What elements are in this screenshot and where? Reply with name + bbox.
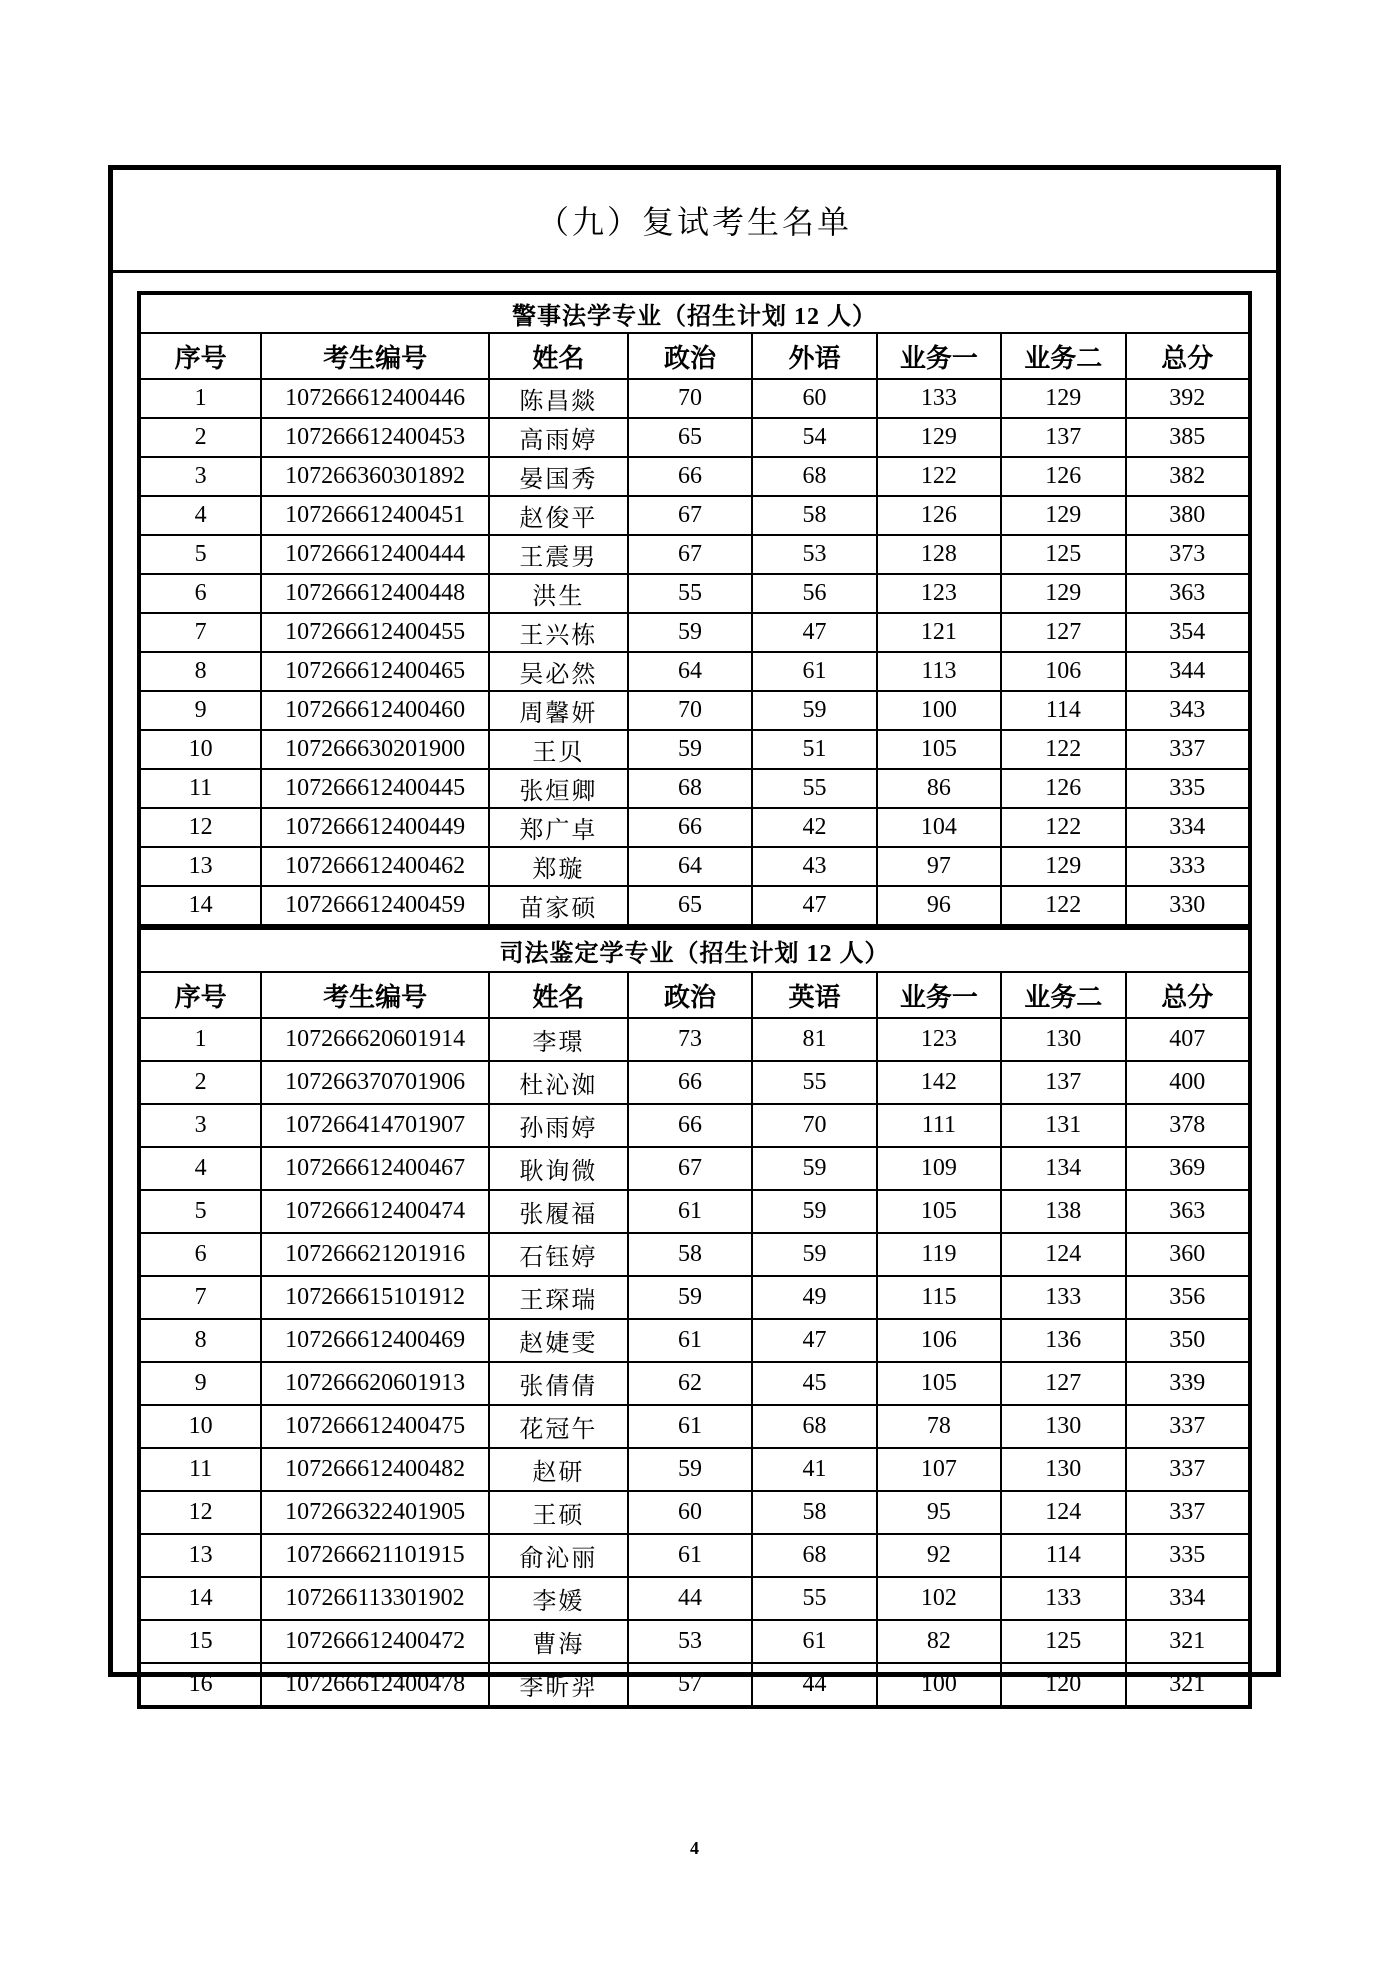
cell-foreign-lang: 53	[752, 535, 876, 574]
cell-major-one: 100	[877, 691, 1001, 730]
column-header: 考生编号	[261, 333, 489, 379]
cell-major-two: 127	[1001, 613, 1125, 652]
cell-foreign-lang: 45	[752, 1362, 876, 1405]
cell-total: 369	[1126, 1147, 1250, 1190]
cell-politics: 66	[628, 808, 752, 847]
cell-major-two: 122	[1001, 886, 1125, 926]
cell-serial: 12	[139, 1491, 261, 1534]
cell-name: 赵俊平	[489, 496, 628, 535]
cell-total: 344	[1126, 652, 1250, 691]
cell-major-one: 129	[877, 418, 1001, 457]
cell-name: 郑广卓	[489, 808, 628, 847]
cell-candidate-id: 107266612400465	[261, 652, 489, 691]
cell-politics: 57	[628, 1663, 752, 1707]
cell-politics: 65	[628, 886, 752, 926]
cell-foreign-lang: 60	[752, 379, 876, 418]
cell-total: 350	[1126, 1319, 1250, 1362]
table-header-row	[139, 333, 1250, 379]
cell-name: 吴必然	[489, 652, 628, 691]
table-row	[139, 1577, 1250, 1620]
cell-total: 337	[1126, 1491, 1250, 1534]
cell-candidate-id: 107266612400448	[261, 574, 489, 613]
cell-name: 李璟	[489, 1018, 628, 1061]
cell-major-two: 134	[1001, 1147, 1125, 1190]
cell-name: 王硕	[489, 1491, 628, 1534]
cell-total: 363	[1126, 1190, 1250, 1233]
cell-candidate-id: 107266612400446	[261, 379, 489, 418]
column-header: 业务一	[877, 333, 1001, 379]
cell-major-one: 121	[877, 613, 1001, 652]
cell-candidate-id: 107266612400451	[261, 496, 489, 535]
cell-total: 360	[1126, 1233, 1250, 1276]
cell-serial: 12	[139, 808, 261, 847]
cell-name: 孙雨婷	[489, 1104, 628, 1147]
column-header: 政治	[628, 972, 752, 1018]
cell-candidate-id: 107266612400449	[261, 808, 489, 847]
table-row	[139, 691, 1250, 730]
cell-foreign-lang: 68	[752, 1534, 876, 1577]
column-header: 序号	[139, 333, 261, 379]
table-title: 司法鉴定学专业（招生计划 12 人）	[139, 929, 1250, 972]
cell-politics: 53	[628, 1620, 752, 1663]
table-header-row	[139, 972, 1250, 1018]
cell-candidate-id: 107266414701907	[261, 1104, 489, 1147]
cell-major-one: 113	[877, 652, 1001, 691]
cell-serial: 9	[139, 1362, 261, 1405]
cell-foreign-lang: 68	[752, 457, 876, 496]
table-row	[139, 613, 1250, 652]
cell-candidate-id: 107266612400478	[261, 1663, 489, 1707]
cell-name: 张履福	[489, 1190, 628, 1233]
table-row	[139, 1190, 1250, 1233]
cell-candidate-id: 107266612400462	[261, 847, 489, 886]
cell-serial: 11	[139, 769, 261, 808]
table-row	[139, 379, 1250, 418]
cell-candidate-id: 107266612400453	[261, 418, 489, 457]
cell-foreign-lang: 59	[752, 1147, 876, 1190]
cell-foreign-lang: 49	[752, 1276, 876, 1319]
cell-major-one: 105	[877, 1190, 1001, 1233]
cell-politics: 70	[628, 691, 752, 730]
column-header: 总分	[1126, 972, 1250, 1018]
cell-total: 334	[1126, 808, 1250, 847]
cell-politics: 61	[628, 1534, 752, 1577]
cell-politics: 67	[628, 1147, 752, 1190]
cell-total: 335	[1126, 1534, 1250, 1577]
cell-total: 356	[1126, 1276, 1250, 1319]
cell-major-one: 102	[877, 1577, 1001, 1620]
cell-politics: 67	[628, 496, 752, 535]
cell-total: 335	[1126, 769, 1250, 808]
document-title-section	[113, 170, 1276, 273]
cell-candidate-id: 107266612400475	[261, 1405, 489, 1448]
cell-total: 334	[1126, 1577, 1250, 1620]
cell-major-one: 133	[877, 379, 1001, 418]
table-row	[139, 457, 1250, 496]
table-row	[139, 886, 1250, 926]
cell-total: 337	[1126, 1405, 1250, 1448]
cell-politics: 62	[628, 1362, 752, 1405]
cell-foreign-lang: 70	[752, 1104, 876, 1147]
cell-politics: 61	[628, 1405, 752, 1448]
cell-politics: 61	[628, 1319, 752, 1362]
cell-candidate-id: 107266113301902	[261, 1577, 489, 1620]
cell-major-two: 129	[1001, 496, 1125, 535]
cell-name: 晏国秀	[489, 457, 628, 496]
column-header: 业务一	[877, 972, 1001, 1018]
column-header: 业务二	[1001, 333, 1125, 379]
table-row	[139, 1663, 1250, 1707]
cell-major-two: 124	[1001, 1233, 1125, 1276]
cell-foreign-lang: 41	[752, 1448, 876, 1491]
table-row	[139, 1534, 1250, 1577]
cell-major-one: 115	[877, 1276, 1001, 1319]
cell-name: 李媛	[489, 1577, 628, 1620]
cell-major-one: 106	[877, 1319, 1001, 1362]
cell-major-two: 126	[1001, 769, 1125, 808]
cell-total: 407	[1126, 1018, 1250, 1061]
cell-name: 张烜卿	[489, 769, 628, 808]
cell-major-one: 109	[877, 1147, 1001, 1190]
table-row	[139, 1104, 1250, 1147]
cell-total: 321	[1126, 1663, 1250, 1707]
cell-major-one: 100	[877, 1663, 1001, 1707]
cell-serial: 9	[139, 691, 261, 730]
cell-politics: 73	[628, 1018, 752, 1061]
table-row	[139, 1061, 1250, 1104]
cell-major-one: 123	[877, 574, 1001, 613]
cell-serial: 8	[139, 1319, 261, 1362]
table-row	[139, 1448, 1250, 1491]
table-row	[139, 1620, 1250, 1663]
cell-foreign-lang: 54	[752, 418, 876, 457]
cell-serial: 8	[139, 652, 261, 691]
cell-name: 王琛瑞	[489, 1276, 628, 1319]
cell-foreign-lang: 59	[752, 1190, 876, 1233]
cell-major-two: 125	[1001, 1620, 1125, 1663]
table-row	[139, 769, 1250, 808]
cell-candidate-id: 107266621201916	[261, 1233, 489, 1276]
cell-politics: 59	[628, 1276, 752, 1319]
cell-politics: 64	[628, 847, 752, 886]
column-header: 总分	[1126, 333, 1250, 379]
cell-major-one: 123	[877, 1018, 1001, 1061]
column-header: 姓名	[489, 333, 628, 379]
cell-candidate-id: 107266322401905	[261, 1491, 489, 1534]
table-row	[139, 418, 1250, 457]
cell-politics: 66	[628, 1061, 752, 1104]
table-row	[139, 1319, 1250, 1362]
cell-total: 337	[1126, 730, 1250, 769]
cell-serial: 1	[139, 379, 261, 418]
cell-major-one: 96	[877, 886, 1001, 926]
cell-major-two: 133	[1001, 1577, 1125, 1620]
cell-serial: 15	[139, 1620, 261, 1663]
cell-candidate-id: 107266612400460	[261, 691, 489, 730]
cell-serial: 6	[139, 1233, 261, 1276]
cell-serial: 13	[139, 847, 261, 886]
cell-total: 400	[1126, 1061, 1250, 1104]
cell-politics: 44	[628, 1577, 752, 1620]
cell-major-two: 106	[1001, 652, 1125, 691]
cell-serial: 3	[139, 457, 261, 496]
cell-name: 石钰婷	[489, 1233, 628, 1276]
cell-major-two: 136	[1001, 1319, 1125, 1362]
cell-name: 耿询微	[489, 1147, 628, 1190]
cell-major-two: 130	[1001, 1448, 1125, 1491]
cell-candidate-id: 107266612400474	[261, 1190, 489, 1233]
cell-candidate-id: 107266620601913	[261, 1362, 489, 1405]
cell-major-one: 128	[877, 535, 1001, 574]
cell-total: 392	[1126, 379, 1250, 418]
cell-major-one: 97	[877, 847, 1001, 886]
cell-foreign-lang: 59	[752, 1233, 876, 1276]
cell-foreign-lang: 42	[752, 808, 876, 847]
cell-foreign-lang: 55	[752, 1061, 876, 1104]
cell-politics: 58	[628, 1233, 752, 1276]
cell-politics: 55	[628, 574, 752, 613]
cell-candidate-id: 107266621101915	[261, 1534, 489, 1577]
cell-total: 333	[1126, 847, 1250, 886]
cell-major-two: 120	[1001, 1663, 1125, 1707]
cell-politics: 59	[628, 1448, 752, 1491]
cell-major-two: 130	[1001, 1405, 1125, 1448]
cell-foreign-lang: 47	[752, 613, 876, 652]
cell-major-one: 105	[877, 730, 1001, 769]
cell-major-one: 142	[877, 1061, 1001, 1104]
cell-total: 354	[1126, 613, 1250, 652]
cell-politics: 61	[628, 1190, 752, 1233]
table-row	[139, 1362, 1250, 1405]
cell-major-one: 111	[877, 1104, 1001, 1147]
cell-candidate-id: 107266615101912	[261, 1276, 489, 1319]
cell-politics: 59	[628, 730, 752, 769]
cell-foreign-lang: 44	[752, 1663, 876, 1707]
cell-candidate-id: 107266612400467	[261, 1147, 489, 1190]
table-row	[139, 730, 1250, 769]
table-row	[139, 808, 1250, 847]
cell-major-one: 82	[877, 1620, 1001, 1663]
cell-name: 苗家硕	[489, 886, 628, 926]
cell-politics: 64	[628, 652, 752, 691]
candidate-table-forensic-science	[137, 928, 1252, 1709]
cell-serial: 6	[139, 574, 261, 613]
table-row	[139, 1018, 1250, 1061]
cell-politics: 66	[628, 457, 752, 496]
cell-major-two: 125	[1001, 535, 1125, 574]
cell-serial: 10	[139, 730, 261, 769]
column-header: 序号	[139, 972, 261, 1018]
cell-name: 高雨婷	[489, 418, 628, 457]
table-row	[139, 1405, 1250, 1448]
cell-major-one: 122	[877, 457, 1001, 496]
cell-name: 王贝	[489, 730, 628, 769]
cell-major-two: 114	[1001, 1534, 1125, 1577]
table-row	[139, 1233, 1250, 1276]
column-header: 外语	[752, 333, 876, 379]
cell-major-two: 114	[1001, 691, 1125, 730]
table-row	[139, 574, 1250, 613]
cell-serial: 5	[139, 1190, 261, 1233]
cell-serial: 14	[139, 1577, 261, 1620]
cell-serial: 14	[139, 886, 261, 926]
table-row	[139, 1276, 1250, 1319]
cell-total: 339	[1126, 1362, 1250, 1405]
cell-serial: 4	[139, 496, 261, 535]
column-header: 姓名	[489, 972, 628, 1018]
cell-serial: 2	[139, 1061, 261, 1104]
cell-foreign-lang: 43	[752, 847, 876, 886]
cell-candidate-id: 107266612400469	[261, 1319, 489, 1362]
cell-total: 330	[1126, 886, 1250, 926]
cell-major-two: 129	[1001, 847, 1125, 886]
cell-serial: 2	[139, 418, 261, 457]
cell-major-one: 86	[877, 769, 1001, 808]
cell-politics: 60	[628, 1491, 752, 1534]
table-row	[139, 652, 1250, 691]
column-header: 考生编号	[261, 972, 489, 1018]
table-row	[139, 535, 1250, 574]
candidate-table-police-law	[137, 291, 1252, 928]
cell-foreign-lang: 47	[752, 1319, 876, 1362]
table-row	[139, 1147, 1250, 1190]
cell-foreign-lang: 47	[752, 886, 876, 926]
cell-name: 周馨妍	[489, 691, 628, 730]
cell-major-one: 126	[877, 496, 1001, 535]
cell-candidate-id: 107266612400472	[261, 1620, 489, 1663]
cell-total: 337	[1126, 1448, 1250, 1491]
cell-foreign-lang: 59	[752, 691, 876, 730]
cell-candidate-id: 107266620601914	[261, 1018, 489, 1061]
cell-serial: 10	[139, 1405, 261, 1448]
cell-foreign-lang: 68	[752, 1405, 876, 1448]
cell-politics: 67	[628, 535, 752, 574]
cell-foreign-lang: 61	[752, 652, 876, 691]
table-row	[139, 1491, 1250, 1534]
cell-serial: 4	[139, 1147, 261, 1190]
cell-foreign-lang: 55	[752, 769, 876, 808]
cell-total: 382	[1126, 457, 1250, 496]
table-title: 警事法学专业（招生计划 12 人）	[139, 293, 1250, 333]
cell-serial: 7	[139, 613, 261, 652]
cell-name: 曹海	[489, 1620, 628, 1663]
cell-major-two: 126	[1001, 457, 1125, 496]
cell-serial: 5	[139, 535, 261, 574]
cell-foreign-lang: 55	[752, 1577, 876, 1620]
cell-major-one: 78	[877, 1405, 1001, 1448]
cell-name: 王兴栋	[489, 613, 628, 652]
cell-politics: 66	[628, 1104, 752, 1147]
cell-candidate-id: 107266612400459	[261, 886, 489, 926]
cell-foreign-lang: 58	[752, 496, 876, 535]
cell-name: 赵研	[489, 1448, 628, 1491]
cell-total: 363	[1126, 574, 1250, 613]
cell-politics: 68	[628, 769, 752, 808]
document-frame	[108, 165, 1281, 1701]
cell-foreign-lang: 81	[752, 1018, 876, 1061]
cell-major-two: 131	[1001, 1104, 1125, 1147]
cell-name: 陈昌燚	[489, 379, 628, 418]
cell-major-two: 137	[1001, 418, 1125, 457]
cell-candidate-id: 107266370701906	[261, 1061, 489, 1104]
column-header: 政治	[628, 333, 752, 379]
cell-candidate-id: 107266630201900	[261, 730, 489, 769]
table-row	[139, 847, 1250, 886]
cell-name: 赵婕雯	[489, 1319, 628, 1362]
cell-major-two: 122	[1001, 808, 1125, 847]
cell-major-one: 119	[877, 1233, 1001, 1276]
cell-foreign-lang: 56	[752, 574, 876, 613]
cell-major-one: 95	[877, 1491, 1001, 1534]
cell-name: 俞沁丽	[489, 1534, 628, 1577]
cell-major-one: 105	[877, 1362, 1001, 1405]
column-header: 业务二	[1001, 972, 1125, 1018]
cell-major-two: 129	[1001, 574, 1125, 613]
cell-major-two: 130	[1001, 1018, 1125, 1061]
cell-major-two: 133	[1001, 1276, 1125, 1319]
page-title: （九）复试考生名单	[536, 204, 852, 240]
cell-name: 张倩倩	[489, 1362, 628, 1405]
cell-major-two: 129	[1001, 379, 1125, 418]
cell-serial: 11	[139, 1448, 261, 1491]
cell-name: 洪生	[489, 574, 628, 613]
cell-total: 321	[1126, 1620, 1250, 1663]
cell-serial: 1	[139, 1018, 261, 1061]
cell-foreign-lang: 51	[752, 730, 876, 769]
cell-total: 378	[1126, 1104, 1250, 1147]
cell-major-one: 92	[877, 1534, 1001, 1577]
tables-container	[113, 273, 1276, 1709]
cell-politics: 65	[628, 418, 752, 457]
cell-major-one: 107	[877, 1448, 1001, 1491]
cell-foreign-lang: 61	[752, 1620, 876, 1663]
cell-politics: 70	[628, 379, 752, 418]
cell-major-two: 122	[1001, 730, 1125, 769]
cell-name: 杜沁洳	[489, 1061, 628, 1104]
cell-candidate-id: 107266612400482	[261, 1448, 489, 1491]
cell-name: 郑璇	[489, 847, 628, 886]
table-row	[139, 496, 1250, 535]
cell-candidate-id: 107266360301892	[261, 457, 489, 496]
cell-total: 373	[1126, 535, 1250, 574]
cell-total: 380	[1126, 496, 1250, 535]
cell-name: 李昕羿	[489, 1663, 628, 1707]
cell-total: 343	[1126, 691, 1250, 730]
cell-serial: 16	[139, 1663, 261, 1707]
cell-politics: 59	[628, 613, 752, 652]
cell-candidate-id: 107266612400445	[261, 769, 489, 808]
column-header: 英语	[752, 972, 876, 1018]
cell-serial: 13	[139, 1534, 261, 1577]
cell-major-one: 104	[877, 808, 1001, 847]
cell-serial: 7	[139, 1276, 261, 1319]
cell-major-two: 124	[1001, 1491, 1125, 1534]
cell-candidate-id: 107266612400444	[261, 535, 489, 574]
cell-total: 385	[1126, 418, 1250, 457]
page-number: 4	[690, 1838, 699, 1858]
cell-name: 王震男	[489, 535, 628, 574]
cell-serial: 3	[139, 1104, 261, 1147]
cell-major-two: 137	[1001, 1061, 1125, 1104]
cell-major-two: 138	[1001, 1190, 1125, 1233]
cell-name: 花冠午	[489, 1405, 628, 1448]
cell-candidate-id: 107266612400455	[261, 613, 489, 652]
cell-major-two: 127	[1001, 1362, 1125, 1405]
cell-foreign-lang: 58	[752, 1491, 876, 1534]
